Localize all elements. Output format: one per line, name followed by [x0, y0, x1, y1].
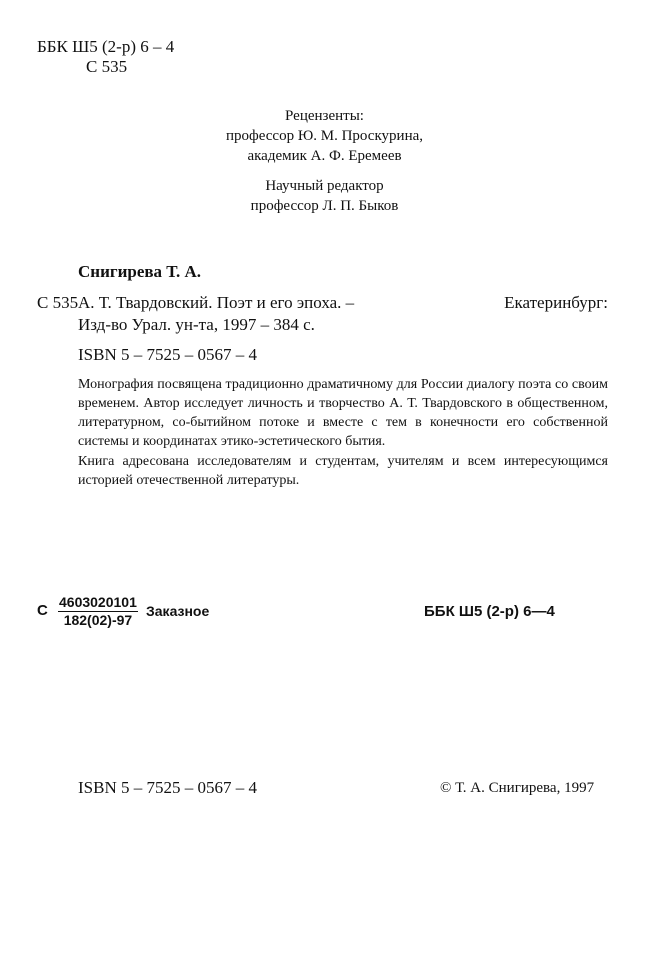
publisher-line: Изд-во Урал. ун-та, 1997 – 384 с.	[78, 315, 315, 334]
bbk-imprint: ББК Ш5 (2-р) 6—4	[424, 603, 555, 620]
bbk-code: ББК Ш5 (2-р) 6 – 4	[37, 37, 175, 56]
reviewers-block	[0, 106, 649, 166]
author-mark: С 535	[86, 57, 128, 76]
copyright-notice: © Т. А. Снигирева, 1997	[440, 780, 595, 796]
biblio-index: С 535	[37, 293, 79, 312]
editor-title: Научный редактор	[265, 178, 384, 194]
reviewers-title: Рецензенты:	[285, 108, 364, 124]
imprint-denominator: 182(02)-97	[63, 612, 133, 628]
imprint-fraction	[58, 594, 138, 629]
reviewer-2: академик А. Ф. Еремеев	[247, 148, 402, 164]
abstract	[78, 375, 608, 490]
imprint-numerator: 4603020101	[59, 594, 137, 610]
imprint-letter: С	[37, 602, 48, 619]
author-heading: Снигирева Т. А.	[78, 262, 201, 281]
abstract-paragraph-1: Монография посвящена традиционно драматичному для России диалогу поэта со своим временем. Автор исследует личность и творчество А. Т. Твардовского в общественном, литературном, со-бытийном потоке и вместе с тем в конечности его собственной системы и координатах этико-эстетического бытия.	[78, 377, 608, 449]
bbk-classification	[37, 37, 174, 77]
reviewer-1: профессор Ю. М. Проскурина,	[226, 128, 423, 144]
bibliographic-record	[37, 292, 608, 336]
book-title: А. Т. Твардовский. Поэт и его эпоха. –	[78, 293, 355, 312]
publication-city: Екатеринбург:	[504, 293, 608, 312]
isbn-record: ISBN 5 – 7525 – 0567 – 4	[78, 345, 257, 364]
editor-name: профессор Л. П. Быков	[250, 198, 399, 214]
order-type: Заказное	[146, 603, 210, 619]
abstract-paragraph-2: Книга адресована исследователям и студентам, учителям и всем интересующимся историей отечественной литературы.	[78, 454, 608, 488]
footer-isbn: ISBN 5 – 7525 – 0567 – 4	[78, 778, 257, 797]
editor-block	[0, 176, 649, 216]
